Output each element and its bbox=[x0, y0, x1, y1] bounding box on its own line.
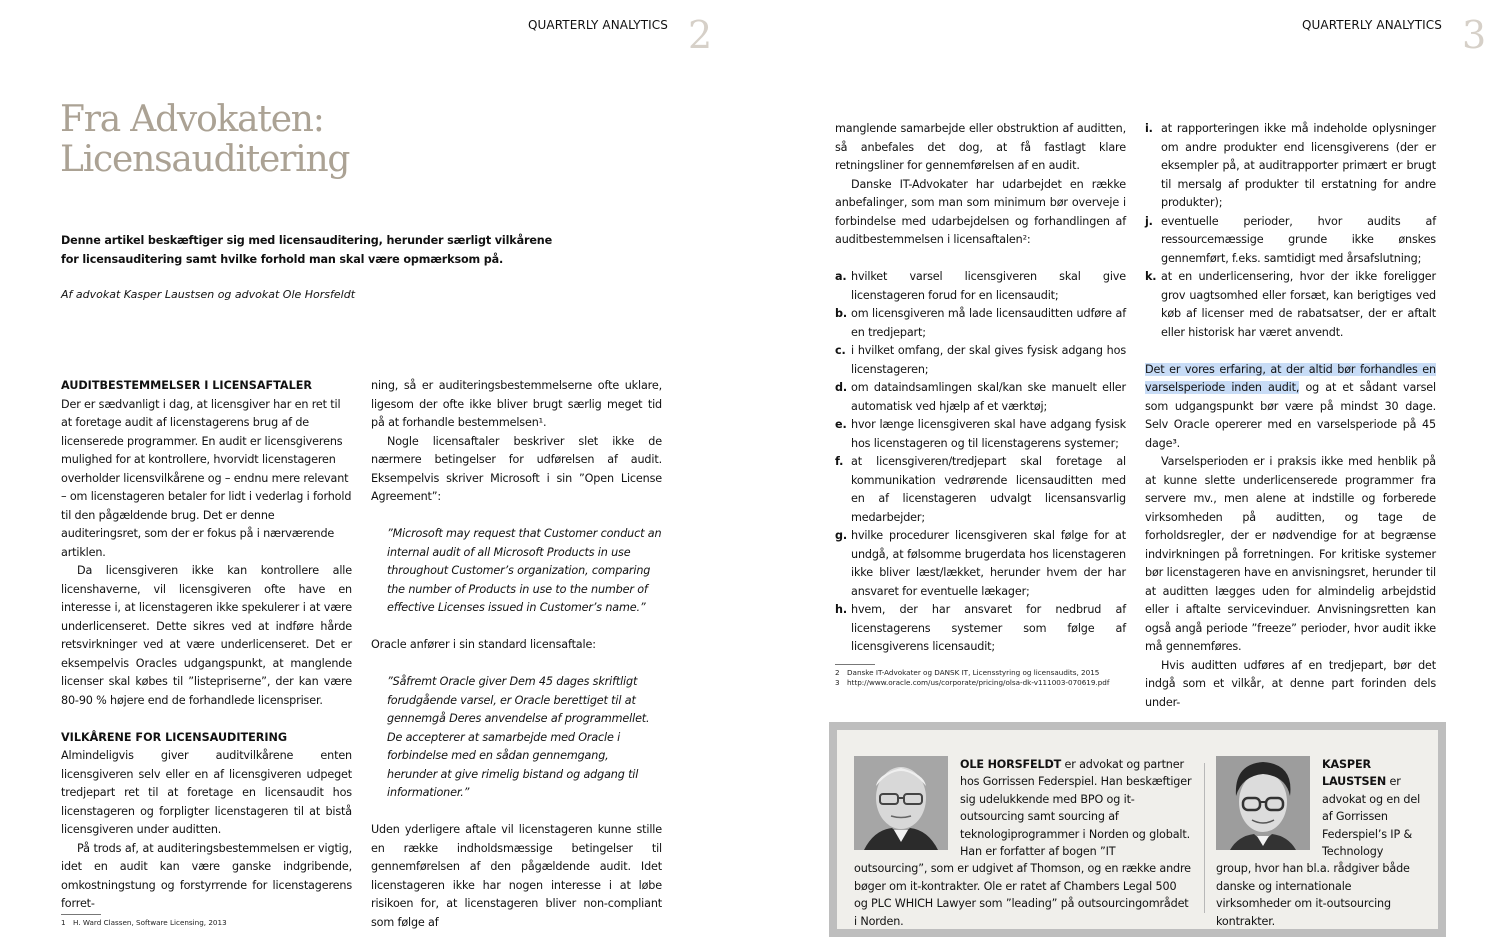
list-text: eventuelle perioder, hvor audits af ressourcemæssige grunde ikke ønskes gennemført, f.eks. samtidigt med årsafslutning; bbox=[1161, 214, 1436, 265]
author-photo-kasper-laustsen bbox=[1216, 756, 1310, 850]
list-item bbox=[835, 268, 1126, 305]
article-title bbox=[60, 100, 349, 180]
column-1 bbox=[61, 377, 352, 914]
list-label: h. bbox=[835, 603, 847, 616]
bio-ole-horsfeldt bbox=[854, 756, 1192, 930]
paragraph-text: og at et sådant varsel som udgangspunkt bør være på mindst 30 dage. Selv Oracle opererer med en varselsperiode på 45 dage³. bbox=[1145, 381, 1436, 450]
footnote-number: 3 bbox=[835, 678, 840, 687]
list-item bbox=[835, 342, 1126, 379]
list-text: om dataindsamlingen skal/kan ske manuelt eller automatisk ved hjælp af et værktøj; bbox=[851, 381, 1126, 413]
title-line-1: Fra Advokaten: bbox=[60, 99, 324, 140]
list-label: a. bbox=[835, 270, 847, 283]
bio-kasper-laustsen bbox=[1216, 756, 1421, 930]
running-head-right: QUARTERLY ANALYTICS bbox=[1302, 18, 1442, 32]
body-paragraph: Danske IT-Advokater har udarbejdet en række anbefalinger, som man som minimum bør overveje i forbindelse med udarbejdelsen og forhandlingen af auditbestemmelsen i licensaftalen²: bbox=[835, 177, 1126, 246]
footnote-number: 2 bbox=[835, 668, 840, 677]
footnote-text: Danske IT-Advokater og DANSK IT, Licensstyring og licensaudits, 2015 bbox=[847, 668, 1100, 677]
column-4 bbox=[1145, 120, 1436, 712]
footnotes-left bbox=[61, 914, 361, 928]
bio-text: er advokat og en del af Gorrissen Federspiel’s IP & Technology group, hvor han bl.a. rådgiver både danske og internationale virksomheder om it-outsourcing kontrakter. bbox=[1216, 775, 1421, 928]
section-heading: AUDITBESTEMMELSER I LICENSAFTALER bbox=[61, 379, 312, 392]
list-text: at en underlicensering, hvor der ikke foreligger grov uagtsomhed eller forsæt, kan berigtiges ved køb af licenser med de rabatsatser, der er aftalt eller historisk har været anvendt. bbox=[1161, 270, 1436, 339]
lead-paragraph bbox=[61, 231, 621, 269]
list-item bbox=[1145, 120, 1436, 213]
body-paragraph: Der er sædvanligt i dag, at licensgiver har en ret til at foretage audit af licenstagerens brug af de licenserede programmer. En audit er licensgiverens mulighed for at kontrollere, hvorvidt licenstageren overholder licensvilkårene og – endnu mere relevant – om licenstageren betaler for lidt i vederlag i forhold til den pågældende brug. Det er denne auditeringsret, som der er fokus på i nærværende artiklen. bbox=[61, 397, 352, 559]
body-paragraph: ning, så er auditeringsbestemmelserne ofte uklare, ligesom der ofte ikke bliver brugt særlig meget tid på at forhandle bestemmelsen¹. bbox=[371, 379, 662, 429]
list-label: f. bbox=[835, 455, 844, 468]
list-text: at licensgiveren/tredjepart skal foretage al kommunikation vedrørende licensauditten med en af licenstageren udvalgt licensansvarlig medarbejder; bbox=[851, 455, 1126, 524]
author-bio-box bbox=[829, 722, 1446, 937]
list-label: b. bbox=[835, 307, 847, 320]
body-paragraph: Hvis auditten udføres af en tredjepart, bør det indgå som et vilkår, at denne part forinden dels under- bbox=[1145, 658, 1436, 709]
body-paragraph bbox=[1145, 361, 1436, 454]
list-text: hvilket varsel licensgiveren skal give licenstageren forud for en licensaudit; bbox=[851, 270, 1126, 302]
title-line-2: Licensauditering bbox=[60, 139, 350, 180]
list-text: om licensgiveren må lade licensauditten udføre af en tredjepart; bbox=[851, 307, 1126, 339]
footnote-rule bbox=[835, 664, 875, 665]
block-quote: ”Såfremt Oracle giver Dem 45 dages skriftligt forudgående varsel, er Oracle berettiget til at gennemgå Deres anvendelse af programmellet. De accepterer at samarbejde med Oracle i forbindelse med en sådan gennemgang, herunder at give rimelig bistand og adgang til informationer.” bbox=[387, 675, 650, 799]
column-3 bbox=[835, 120, 1126, 657]
list-label: i. bbox=[1145, 122, 1153, 135]
body-paragraph: Varselsperioden er i praksis ikke med henblik på at kunne slette underlicenserede programmer fra servere mv., men alene at indstille og forberede virksomheden på auditten, og tage de forholdsregler, der er nødvendige for at begrænse indvirkningen på forretningen. For kritiske systemer bør licenstageren have en anvisningsret, herunder til at auditten lægges uden for almindelig arbejdstid eller i aftalte servicevinduer. Anvisningsretten kan også angå periode ”freeze” perioder, hvor audit ikke må gennemføres. bbox=[1145, 455, 1436, 653]
author-name: OLE HORSFELDT bbox=[960, 758, 1062, 771]
footnote bbox=[835, 668, 1135, 678]
text-selection-highlight[interactable]: Det er vores erfaring, at der altid bør forhandles en varselsperiode inden audit, bbox=[1145, 362, 1436, 394]
byline: Af advokat Kasper Laustsen og advokat Ole Horsfeldt bbox=[61, 288, 356, 301]
author-name: KASPER LAUSTSEN bbox=[1322, 758, 1387, 789]
page-number-right: 3 bbox=[1462, 13, 1487, 57]
list-text: hvilke procedurer licensgiveren skal følge for at undgå, at følsomme brugerdata hos licenstageren ikke bliver læst/lækket, herunder hvem der har ansvaret for eventuelle lækager; bbox=[851, 529, 1126, 598]
body-paragraph: Nogle licensaftaler beskriver slet ikke de nærmere betingelser for udførelsen af audit. Eksempelvis skriver Microsoft i sin ”Open License Agreement”: bbox=[371, 434, 662, 503]
footnote-text: H. Ward Classen, Software Licensing, 2013 bbox=[73, 918, 227, 927]
body-paragraph: Uden yderligere aftale vil licenstageren kunne stille en række indholdsmæssige betingelser til gennemførelsen af den pågældende audit. Idet licenstageren ikke har nogen interesse i at løbe risikoen for, at licenstageren bliver non-compliant som følge af bbox=[371, 823, 662, 929]
footnote bbox=[61, 918, 361, 928]
list-item bbox=[835, 305, 1126, 342]
block-quote: ”Microsoft may request that Customer conduct an internal audit of all Microsoft Products in use throughout Customer’s organization, comparing the number of Products in use to the number of effective Licenses issued in Customer’s name.” bbox=[387, 527, 662, 614]
bio-text: er advokat og partner hos Gorrissen Federspiel. Han beskæftiger sig udelukkende med BPO og it-outsourcing samt sourcing af teknologiprogrammer i Norden og globalt. Han er forfatter af bogen ”IT outsourcing”, som er udgivet af Thomson, og en række andre bøger om it-kontrakter. Ole er ratet af Chambers Legal 500 og PLC WHICH Lawyer som ”leading” på outsourcingområdet i Norden. bbox=[854, 758, 1192, 928]
list-label: c. bbox=[835, 344, 846, 357]
lead-line-1: Denne artikel beskæftiger sig med licensauditering, herunder særligt vilkårene bbox=[61, 234, 553, 247]
list-item bbox=[1145, 268, 1436, 342]
body-paragraph: Almindeligvis giver auditvilkårene enten licensgiveren selv eller en af licensgiveren udpeget tredjepart ret til at foretage en licensaudit hos licenstageren og forpligter licenstageren til at bistå licensgiveren under auditten. bbox=[61, 749, 352, 836]
list-label: j. bbox=[1145, 214, 1153, 228]
list-label: k. bbox=[1145, 270, 1157, 283]
footnote-link[interactable]: http://www.oracle.com/us/corporate/pricing/olsa-dk-v111003-070619.pdf bbox=[847, 678, 1110, 687]
body-paragraph: På trods af, at auditeringsbestemmelsen er vigtig, idet en audit kan være ganske indgribende, omkostningstung og forstyrrende for licenstagerens forret- bbox=[61, 841, 352, 910]
footnote bbox=[835, 678, 1135, 688]
list-item bbox=[835, 453, 1126, 527]
list-label: d. bbox=[835, 381, 847, 394]
list-label: e. bbox=[835, 418, 847, 431]
column-2 bbox=[371, 377, 662, 932]
footnotes-right bbox=[835, 664, 1135, 688]
list-item bbox=[835, 527, 1126, 601]
list-text: hvor længe licensgiveren skal have adgang fysisk hos licenstageren og til licenstagerens systemer; bbox=[851, 418, 1126, 450]
recommendation-list-continued bbox=[1145, 120, 1436, 342]
list-text: hvem, der har ansvaret for nedbrud af licenstagerens systemer som følge af licensgiverens licensaudit; bbox=[851, 603, 1126, 653]
running-head-left: QUARTERLY ANALYTICS bbox=[528, 18, 668, 32]
footnote-number: 1 bbox=[61, 918, 66, 927]
list-item bbox=[835, 379, 1126, 416]
body-paragraph: Oracle anfører i sin standard licensaftale: bbox=[371, 638, 596, 651]
portrait-icon bbox=[854, 756, 948, 850]
bio-divider bbox=[1204, 763, 1205, 913]
list-text: at rapporteringen ikke må indeholde oplysninger om andre produkter end licensgiverens (der er eksempler på, at auditrapporter primært er brugt til mersalg af produkter til erstatning for andre produkter); bbox=[1161, 122, 1436, 209]
list-label: g. bbox=[835, 529, 847, 542]
body-paragraph: Da licensgiveren ikke kan kontrollere alle licenshaverne, vil licensgiveren ofte have en interesse i, at licenstageren ikke spekulerer i at være underlicenseret. Dette sikres ved at indføre hårde retsvirkninger ved at være underlicenseret. Det er eksempelvis Oracles udgangspunkt, at manglende licenser skal købes til ”listepriserne”, der kan være 80-90 % højere end de forhandlede licenspriser. bbox=[61, 564, 352, 707]
list-text: i hvilket omfang, der skal gives fysisk adgang hos licenstageren; bbox=[851, 344, 1126, 376]
list-item bbox=[835, 601, 1126, 657]
lead-line-2: for licensauditering samt hvilke forhold man skal være opmærksom på. bbox=[61, 253, 504, 266]
body-paragraph: manglende samarbejde eller obstruktion af auditten, så anbefales det dog, at få fastlagt klare retningsliner for gennemførelsen af en audit. bbox=[835, 122, 1126, 172]
page-number-left: 2 bbox=[688, 13, 713, 57]
list-item bbox=[1145, 213, 1436, 269]
section-heading: VILKÅRENE FOR LICENSAUDITERING bbox=[61, 730, 288, 744]
recommendation-list bbox=[835, 268, 1126, 657]
list-item bbox=[835, 416, 1126, 453]
portrait-icon bbox=[1216, 756, 1310, 850]
author-photo-ole-horsfeldt bbox=[854, 756, 948, 850]
footnote-rule bbox=[61, 914, 101, 915]
